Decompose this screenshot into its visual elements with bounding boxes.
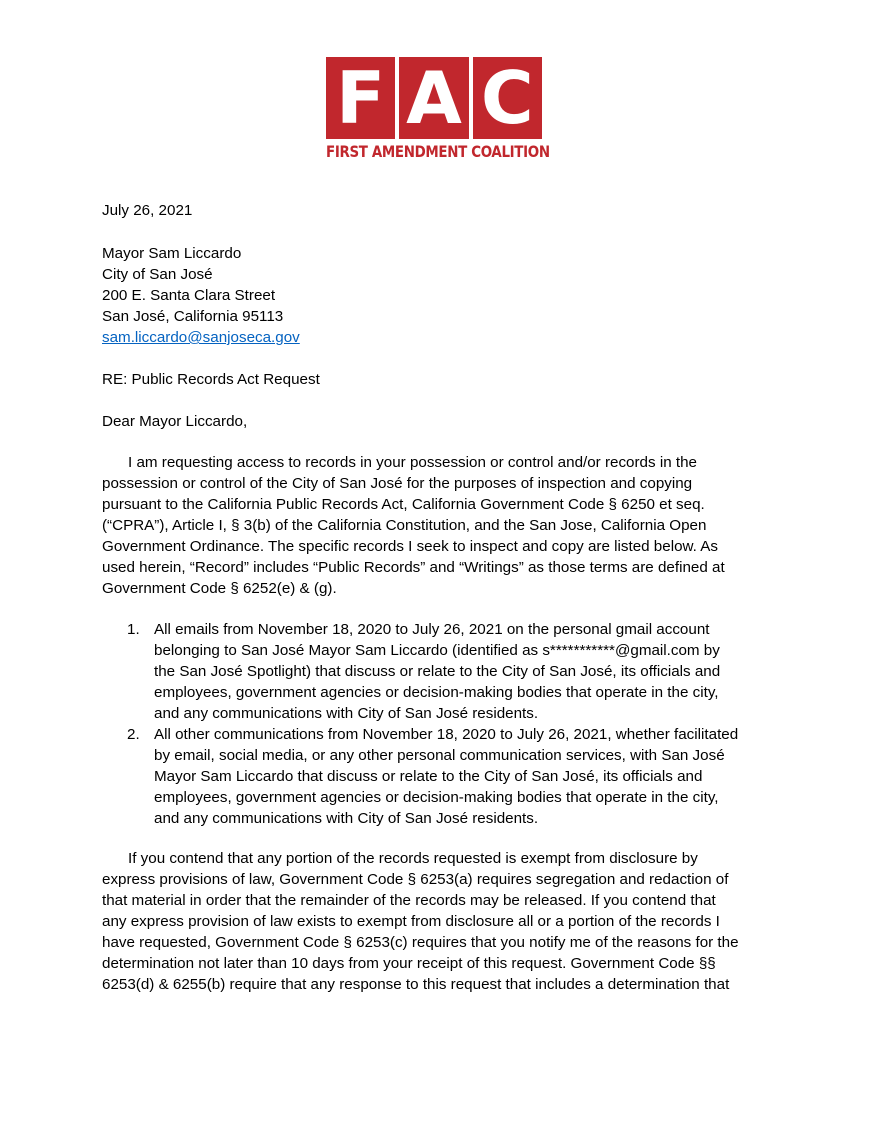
recipient-email-link[interactable]: sam.liccardo@sanjoseca.gov [102,329,300,346]
fac-logo [326,56,550,161]
logo-letter-blocks [326,57,542,139]
para2-line: express provisions of law, Government Code § 6253(a) requires segregation and redaction of [102,871,729,888]
list-item-line: belonging to San José Mayor Sam Liccardo (identified as s***********@gmail.com by [154,642,720,659]
logo-letter-f: F [326,57,395,139]
list-item-number: 1. [127,621,140,638]
recipient-city: San José, California 95113 [102,308,284,325]
list-item-number: 2. [127,726,140,743]
list-item-line: All emails from November 18, 2020 to July 26, 2021 on the personal gmail account [154,621,710,638]
para2-line: determination not later than 10 days from your receipt of this request. Government Code §§ [102,955,716,972]
list-item-line: and any communications with City of San José residents. [154,705,539,722]
para2-line: If you contend that any portion of the records requested is exempt from disclosure by [128,850,698,867]
logo-letter-c: C [473,57,542,139]
para1-line: I am requesting access to records in your possession or control and/or records in the [128,454,697,471]
recipient-street: 200 E. Santa Clara Street [102,287,276,304]
para2-line: 6253(d) & 6255(b) require that any response to this request that includes a determination that [102,976,730,993]
letter-date: July 26, 2021 [102,202,193,219]
list-item-line: and any communications with City of San José residents. [154,810,539,827]
para1-line: used herein, “Record” includes “Public Records” and “Writings” as those terms are defined at [102,559,725,576]
list-item-line: employees, government agencies or decision-making bodies that operate in the city, [154,789,719,806]
recipient-org: City of San José [102,266,213,283]
list-item-line: the San José Spotlight) that discuss or relate to the City of San José, its officials and [154,663,721,680]
list-item-line: employees, government agencies or decision-making bodies that operate in the city, [154,684,719,701]
para2-line: that material in order that the remainder of the records may be released. If you contend that [102,892,716,909]
salutation: Dear Mayor Liccardo, [102,413,248,430]
list-item-line: by email, social media, or any other personal communication services, with San José [154,747,725,764]
re-line: RE: Public Records Act Request [102,371,320,388]
para1-line: possession or control of the City of San José for the purposes of inspection and copying [102,475,693,492]
list-item-line: Mayor Sam Liccardo that discuss or relate to the City of San José, its officials and [154,768,703,785]
para2-line: any express provision of law exists to exempt from disclosure all or a portion of the records I [102,913,720,930]
para2-line: have requested, Government Code § 6253(c) requires that you notify me of the reasons for the [102,934,739,951]
logo-letter-a: A [399,57,468,139]
para1-line: (“CPRA”), Article I, § 3(b) of the California Constitution, and the San Jose, California Open [102,517,707,534]
list-item-line: All other communications from November 18, 2020 to July 26, 2021, whether facilitated [154,726,739,743]
recipient-name: Mayor Sam Liccardo [102,245,242,262]
logo-tagline: FIRST AMENDMENT COALITION [326,143,550,161]
para1-line: Government Code § 6252(e) & (g). [102,580,337,597]
para1-line: Government Ordinance. The specific records I seek to inspect and copy are listed below. As [102,538,718,555]
para1-line: pursuant to the California Public Records Act, California Government Code § 6250 et seq. [102,496,705,513]
